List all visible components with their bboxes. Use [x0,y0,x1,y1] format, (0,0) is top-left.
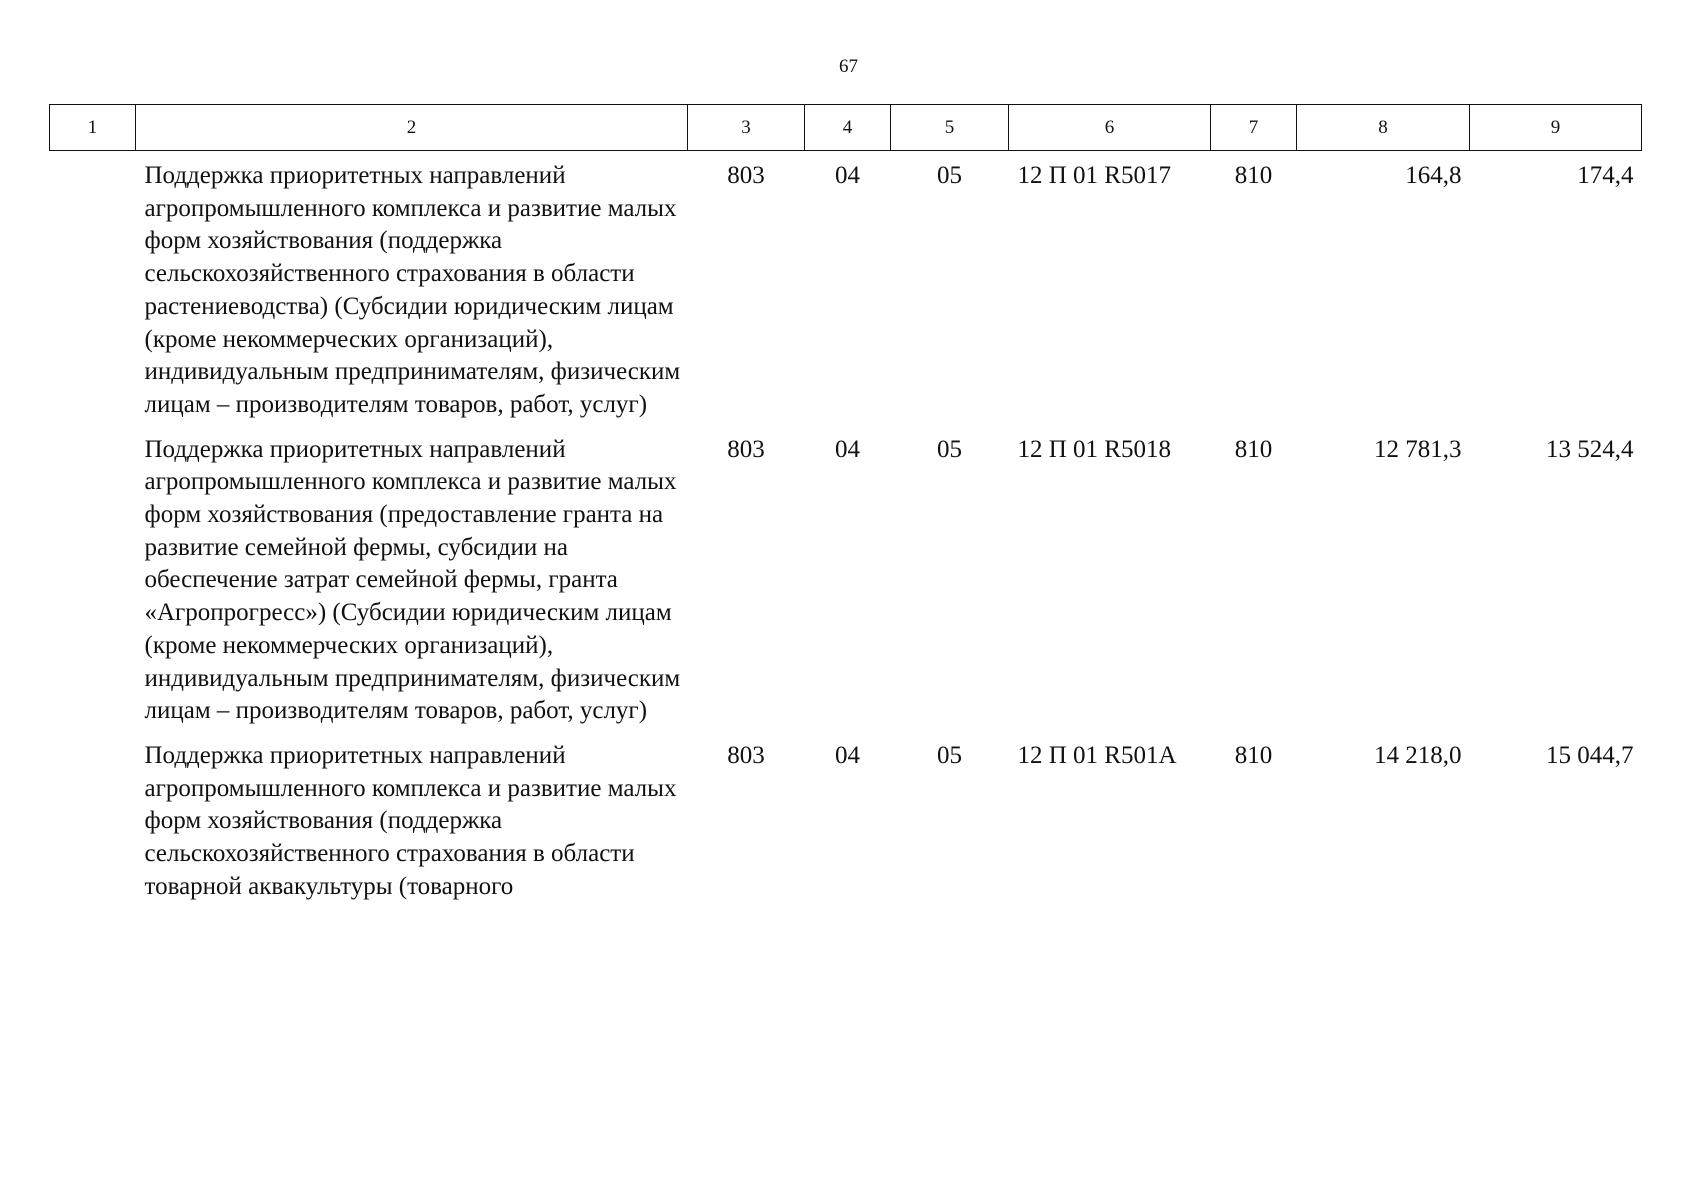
page-number: 67 [839,56,858,77]
target-article-code: 12 П 01 R5018 [1017,435,1171,463]
table-row [50,434,1642,740]
subsection-code: 05 [937,162,962,189]
column-header-2: 2 [136,105,688,151]
subsection-code: 05 [937,435,962,463]
column-header-1: 1 [50,105,136,151]
expense-type-code: 810 [1234,741,1273,769]
section-code: 04 [835,741,860,769]
column-number-header-row [50,105,1642,151]
column-header-8: 8 [1297,105,1470,151]
item-description: Поддержка приоритетных направлений агропромышленного комплекса и развитие малых форм хозяйствования (поддержка сельскохозяйственного страхования в области растениеводства) (Субсидии юридическим лицам (кроме некоммерческих организаций), индивидуальным предпринимателям, физическим лицам – производителям товаров, работ, услуг) [144,162,681,418]
subsection-code: 05 [937,741,962,769]
amount-col-8: 14 218,0 [1374,741,1462,769]
section-code: 04 [835,162,860,189]
target-article-code: 12 П 01 R501A [1017,741,1177,769]
column-header-6: 6 [1009,105,1211,151]
row-index-cell [50,740,136,916]
target-article-code: 12 П 01 R5017 [1017,162,1171,189]
section-code: 04 [835,435,860,463]
column-header-9: 9 [1470,105,1642,151]
column-header-4: 4 [805,105,891,151]
ministry-code: 803 [727,162,765,189]
amount-col-8: 164,8 [1405,162,1462,189]
table-row [50,740,1642,916]
amount-col-9: 13 524,4 [1546,435,1634,463]
column-header-7: 7 [1211,105,1297,151]
item-description: Поддержка приоритетных направлений агропромышленного комплекса и развитие малых форм хозяйствования (поддержка сельскохозяйственного страхования в области товарной аквакультуры (товарного [144,741,677,900]
expense-type-code: 810 [1234,435,1273,463]
ministry-code: 803 [727,435,765,463]
ministry-code: 803 [727,741,765,769]
column-header-3: 3 [688,105,805,151]
item-description: Поддержка приоритетных направлений агропромышленного комплекса и развитие малых форм хозяйствования (предоставление гранта на развитие семейной фермы, субсидии на обеспечение затрат семейной фермы, гранта «Агропрогресс») (Субсидии юридическим лицам (кроме некоммерческих организаций), индивидуальным предпринимателям, физическим лицам – производителям товаров, работ, услуг) [144,435,681,725]
table-row [50,151,1642,434]
row-index-cell [50,151,136,434]
amount-col-9: 174,4 [1577,162,1634,189]
expense-type-code: 810 [1234,162,1273,189]
amount-col-9: 15 044,7 [1546,741,1634,769]
amount-col-8: 12 781,3 [1374,435,1462,463]
budget-table [49,104,1642,915]
column-header-5: 5 [891,105,1009,151]
row-index-cell [50,434,136,740]
